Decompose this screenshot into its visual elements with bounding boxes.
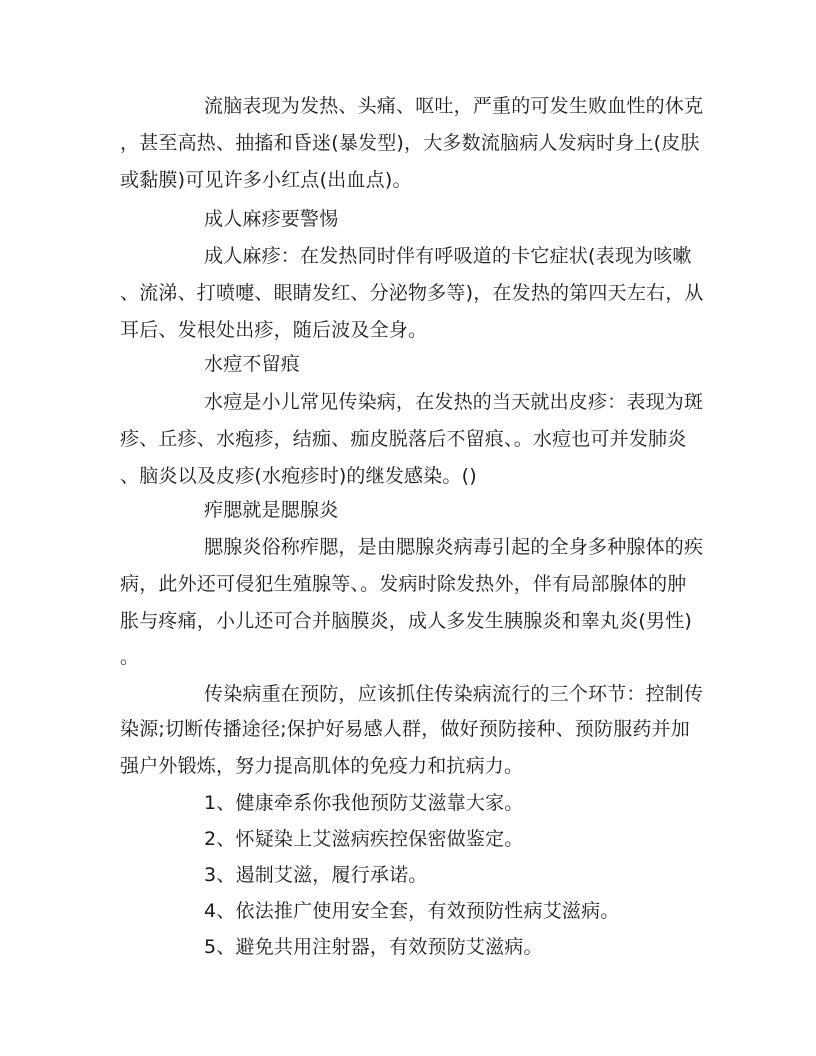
text-line: 成人麻疹：在发热同时伴有呼吸道的卡它症状(表现为咳嗽 (204, 245, 692, 267)
text-line: 或黏膜)可见许多小红点(出血点)。 (120, 169, 412, 191)
text-line: 胀与疼痛，小儿还可合并脑膜炎，成人多发生胰腺炎和睾丸炎(男性) (120, 610, 693, 632)
list-item: 3、遏制艾滋，履行承诺。 (204, 864, 428, 886)
text-line: 。 (120, 646, 140, 668)
text-line: 病，此外还可侵犯生殖腺等、。发病时除发热外，伴有局部腺体的肿 (120, 573, 687, 595)
text-line: 水痘是小儿常见传染病，在发热的当天就出皮疹：表现为斑 (204, 391, 704, 413)
text-line: 、脑炎以及皮疹(水疱疹时)的继发感染。() (120, 465, 477, 487)
text-line: ，甚至高热、抽搐和昏迷(暴发型)，大多数流脑病人发病时身上(皮肤 (120, 132, 700, 154)
section-heading: 痄腮就是腮腺炎 (204, 499, 339, 521)
text-line: 、流涕、打喷嚏、眼睛发红、分泌物多等)，在发热的第四天左右，从 (120, 282, 704, 304)
section-heading: 成人麻疹要警惕 (204, 208, 339, 230)
list-item: 2、怀疑染上艾滋病疾控保密做鉴定。 (204, 828, 524, 850)
list-item: 1、健康牵系你我他预防艾滋靠大家。 (204, 792, 524, 814)
text-line: 流脑表现为发热、头痛、呕吐，严重的可发生败血性的休克 (204, 95, 704, 117)
text-line: 疹、丘疹、水疱疹，结痂、痂皮脱落后不留痕、。水痘也可并发肺炎 (120, 428, 687, 450)
text-line: 强户外锻炼，努力提高肌体的免疫力和抗病力。 (120, 755, 524, 777)
text-line: 耳后、发根处出疹，随后波及全身。 (120, 319, 428, 341)
text-line: 染源;切断传播途径;保护好易感人群，做好预防接种、预防服药并加 (120, 718, 691, 740)
text-line: 传染病重在预防，应该抓住传染病流行的三个环节：控制传 (204, 683, 704, 705)
section-heading: 水痘不留痕 (204, 353, 301, 375)
list-item: 5、避免共用注射器，有效预防艾滋病。 (204, 936, 543, 958)
list-item: 4、依法推广使用安全套，有效预防性病艾滋病。 (204, 900, 620, 922)
text-line: 腮腺炎俗称痄腮，是由腮腺炎病毒引起的全身多种腺体的疾 (204, 536, 704, 558)
